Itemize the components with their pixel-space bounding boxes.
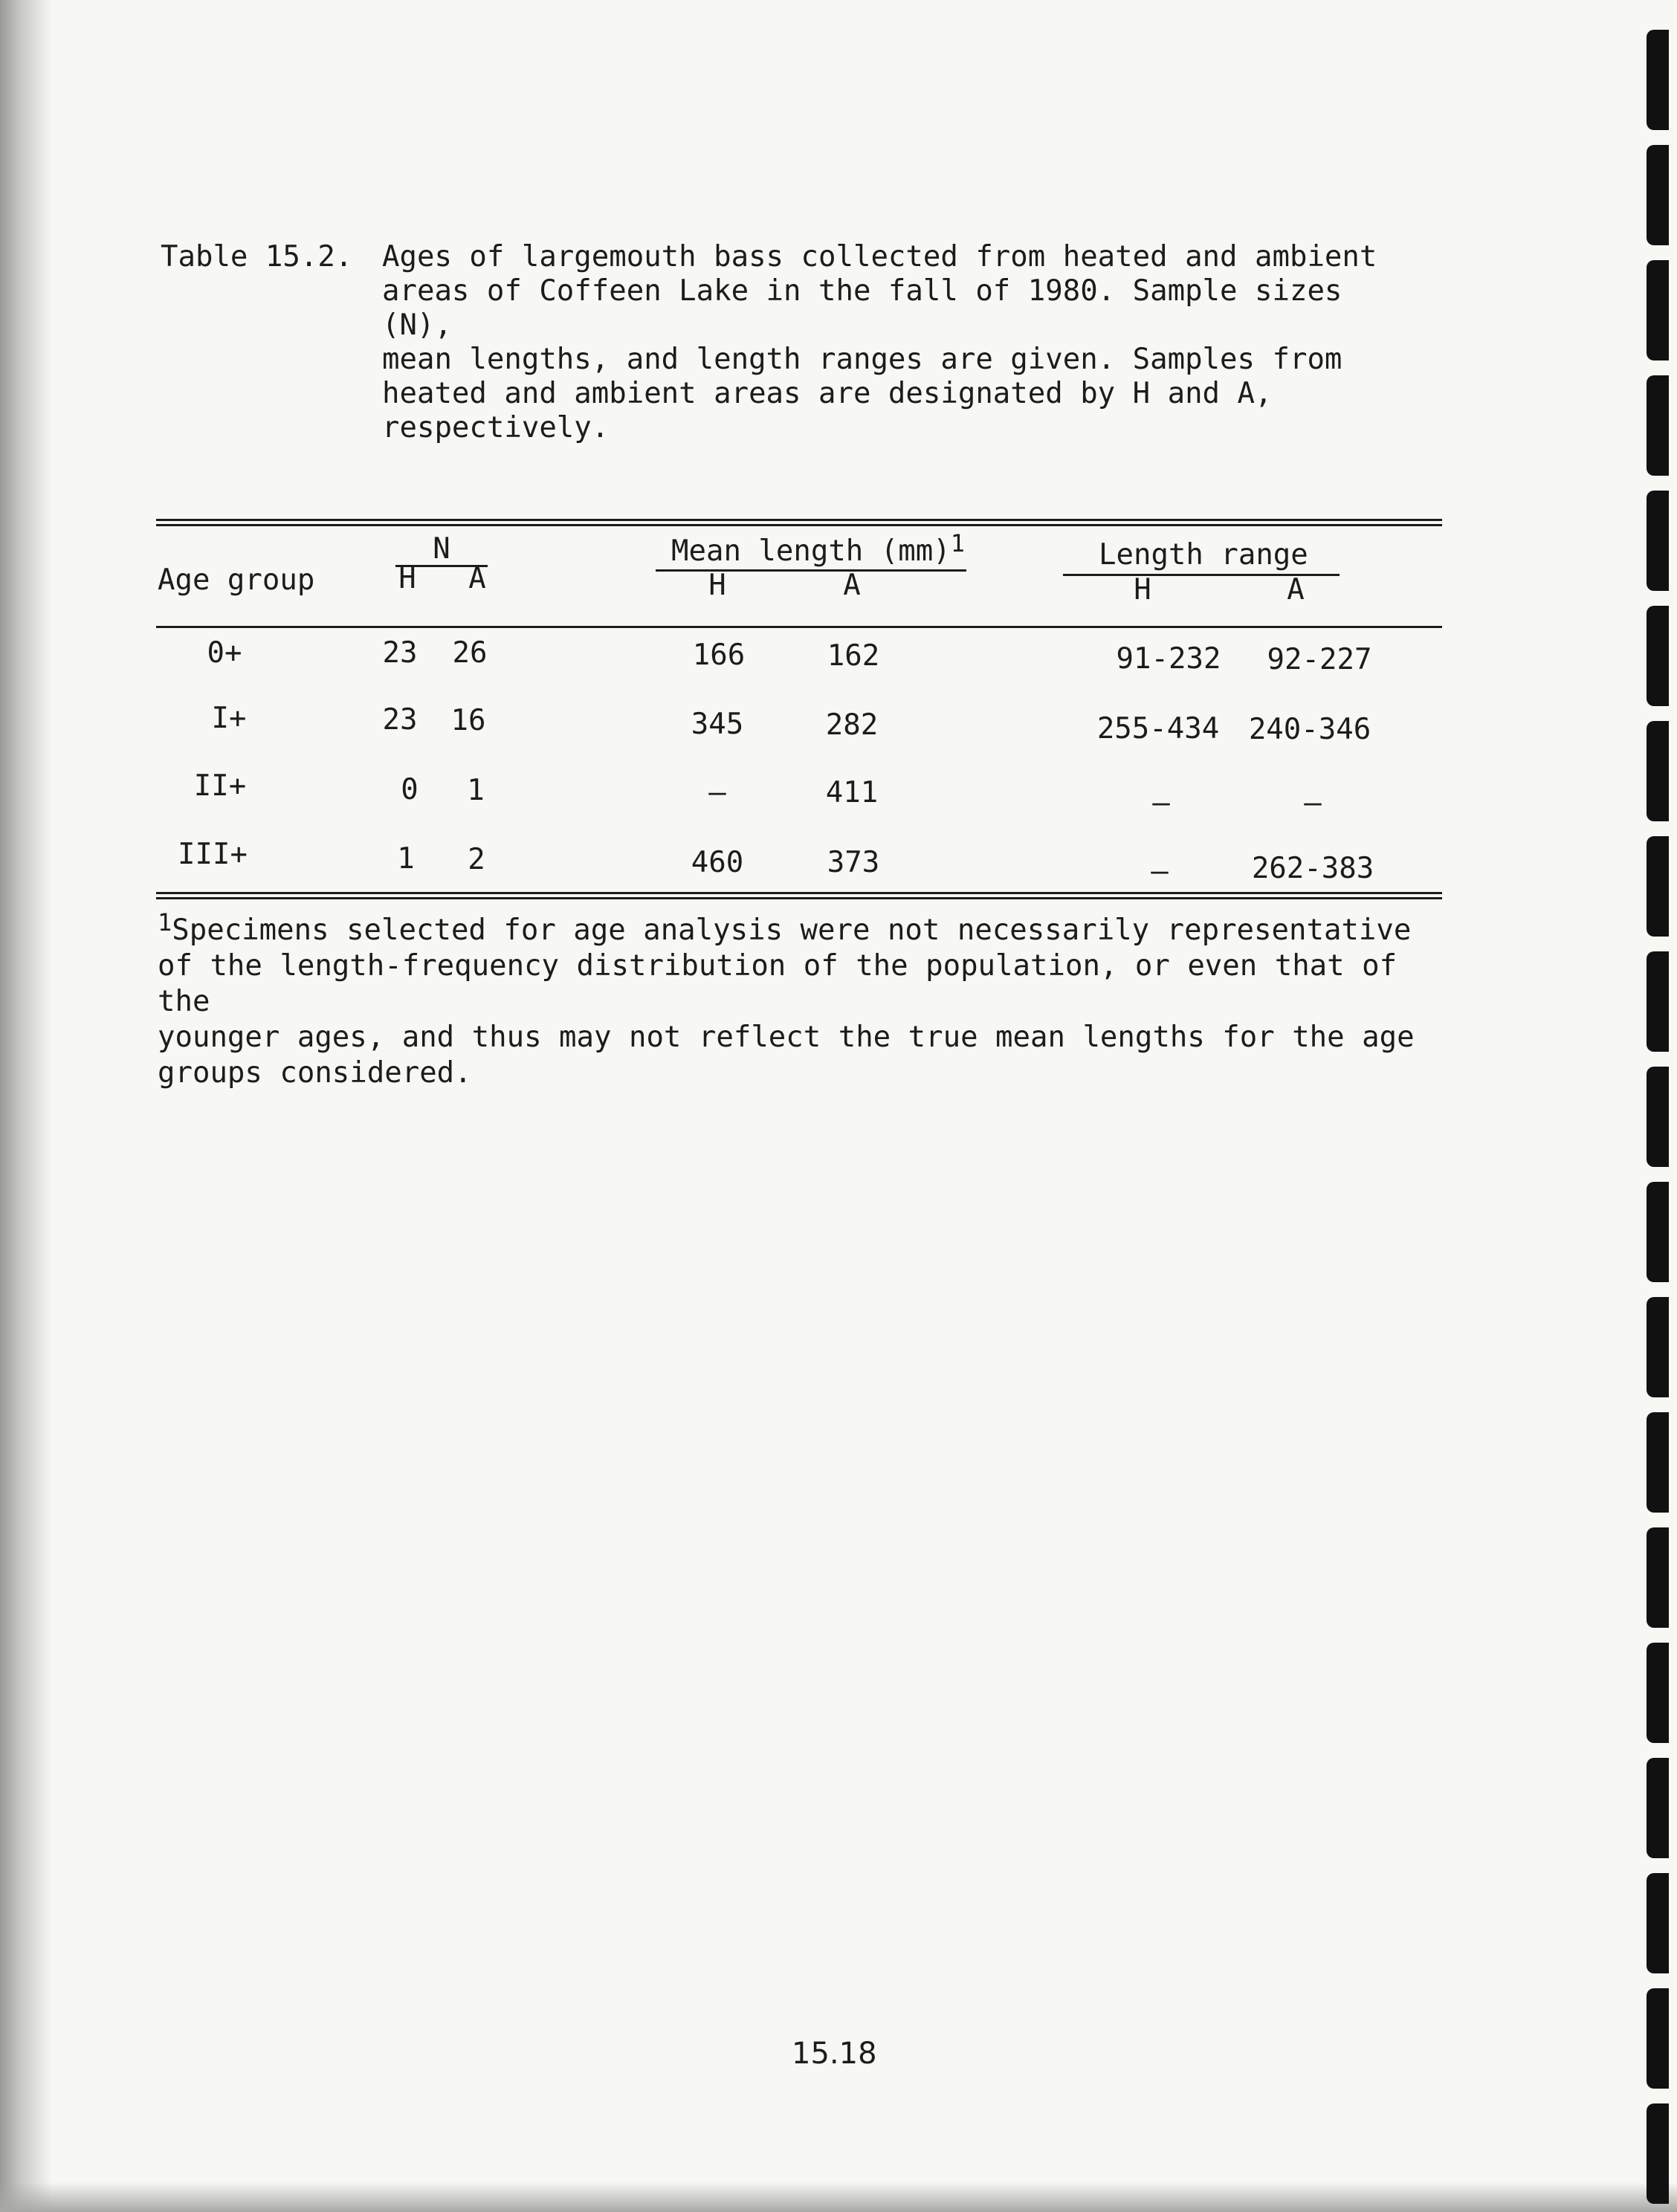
cell-n-a: 2: [468, 843, 485, 876]
binding-hole: [1647, 1182, 1669, 1282]
cell-mean-a: 282: [825, 708, 879, 742]
cell-age: III+: [178, 838, 248, 871]
cell-age: II+: [193, 769, 247, 803]
binding-hole: [1647, 606, 1669, 706]
page-number: 15.18: [792, 2037, 877, 2071]
header-n-h: H: [398, 562, 416, 595]
cell-range-h: 255-434: [1096, 712, 1220, 746]
cell-age: 0+: [207, 636, 242, 670]
header-age-group: Age group: [158, 563, 315, 597]
binding-hole: [1647, 836, 1669, 937]
header-range-a: A: [1287, 573, 1305, 607]
scan-edge-left: [0, 0, 52, 2212]
header-mean-length-footnote-marker: 1: [950, 529, 965, 557]
cell-mean-h: 345: [691, 708, 744, 741]
binding-hole: [1647, 1643, 1669, 1743]
cell-mean-h: 460: [691, 846, 744, 879]
binding-hole: [1647, 30, 1669, 130]
cell-range-h: —: [1151, 855, 1169, 888]
binding-hole: [1647, 721, 1669, 821]
footnote-text: Specimens selected for age analysis were not necessarily representative of the length-frequency distribution of the population, or even that of the younger ages, and thus may not reflect the true mean lengths for the age groups considered.: [158, 913, 1415, 1090]
binding-hole: [1647, 1297, 1669, 1397]
header-range-h: H: [1134, 573, 1151, 607]
binding-hole: [1647, 2103, 1669, 2204]
binding-hole: [1647, 1067, 1669, 1167]
binding-hole: [1647, 491, 1669, 591]
cell-range-a: 240-346: [1248, 713, 1371, 746]
header-n-a: A: [468, 562, 486, 595]
cell-n-a: 16: [450, 704, 486, 737]
binding-hole: [1647, 375, 1669, 476]
binding-hole: [1647, 1412, 1669, 1513]
scan-edge-bottom: [0, 2182, 1677, 2212]
cell-range-a: 262-383: [1251, 852, 1374, 885]
table-footnote: [158, 908, 1466, 1091]
cell-n-h: 1: [397, 842, 415, 876]
binding-hole: [1647, 260, 1669, 360]
table-header-rule: [156, 626, 1442, 628]
binding-hole: [1647, 1988, 1669, 2089]
cell-n-h: 23: [382, 703, 418, 737]
cell-mean-a: 162: [827, 639, 880, 673]
header-length-range: Length range: [1099, 538, 1308, 572]
cell-mean-a: 373: [827, 846, 880, 879]
caption-text: Ages of largemouth bass collected from heated and ambient areas of Coffeen Lake in the fall of 1980. Sample sizes (N), mean lengths, and length ranges are given. Samples from heated and ambient areas are designated by H and A, respectively.: [382, 240, 1377, 444]
binding-hole: [1647, 1873, 1669, 1973]
header-mean-h: H: [708, 569, 726, 602]
cell-range-h: 91-232: [1116, 642, 1221, 676]
caption-label: Table 15.2.: [161, 240, 353, 274]
cell-range-h: —: [1152, 786, 1170, 820]
binding-hole: [1647, 145, 1669, 245]
cell-n-h: 0: [401, 773, 419, 806]
cell-mean-a: 411: [825, 776, 879, 809]
cell-mean-h: 166: [692, 638, 746, 672]
binding-hole: [1647, 1527, 1669, 1628]
header-mean-a: A: [843, 569, 861, 602]
cell-n-h: 23: [382, 636, 418, 670]
header-mean-length-underline: [656, 569, 966, 572]
table-top-rule: [156, 519, 1442, 521]
cell-mean-h: —: [708, 776, 726, 809]
cell-range-a: 92-227: [1267, 643, 1372, 676]
cell-n-a: 1: [467, 774, 485, 807]
binding-hole: [1647, 951, 1669, 1052]
table-bottom-rule: [156, 892, 1442, 894]
header-mean-length: Mean length (mm)$^1$: [671, 529, 965, 568]
cell-n-a: 26: [452, 636, 488, 670]
binding-hole: [1647, 1758, 1669, 1858]
cell-range-a: —: [1304, 786, 1322, 820]
header-n: N: [433, 532, 450, 566]
cell-age: I+: [211, 702, 247, 735]
footnote-marker: 1: [158, 908, 172, 937]
